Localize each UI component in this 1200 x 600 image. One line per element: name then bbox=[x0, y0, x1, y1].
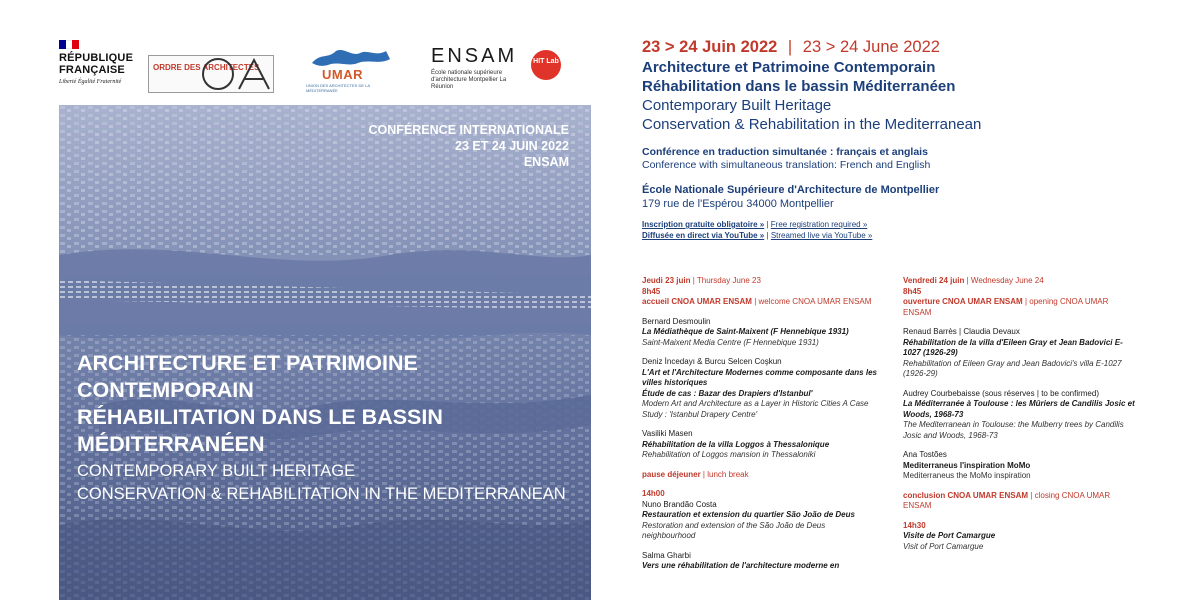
lunch-fr: pause déjeuner bbox=[642, 469, 701, 479]
program-dates bbox=[642, 36, 1187, 58]
day1-date-fr: Jeudi 23 juin bbox=[642, 276, 691, 285]
rf-motto: Liberté Égalité Fraternité bbox=[59, 79, 122, 85]
translation-en: Conference with simultaneous translation: French and English bbox=[642, 159, 931, 171]
day1-time-2: 14h00 bbox=[642, 489, 665, 498]
day2-time-2: 14h30 bbox=[903, 520, 926, 530]
poster-title-fr-line-2: RÉHABILITATION DANS LE BASSIN bbox=[77, 405, 443, 429]
talk-title-fr: Restauration et extension du quartier São João de Deus bbox=[642, 510, 855, 519]
poster-title-en-line-1: CONTEMPORARY BUILT HERITAGE bbox=[77, 462, 356, 480]
conf-line-3: ENSAM bbox=[523, 155, 569, 169]
oa-emblem-icon bbox=[201, 57, 271, 91]
talk-speaker-2: Claudia Devaux bbox=[963, 327, 1020, 336]
talk-title-fr: L'Art et l'Architecture Modernes comme composante dans les villes historiques bbox=[642, 367, 877, 387]
oa-text: ORDRE DES ARCHITECTES bbox=[153, 63, 260, 72]
poster-title-fr-line-3: MÉDITERRANÉEN bbox=[77, 432, 265, 456]
talk-item bbox=[642, 500, 877, 542]
talk-title-en: Mediterraneus the MoMo inspiration bbox=[903, 471, 1031, 480]
conf-line-2: 23 ET 24 JUIN 2022 bbox=[455, 139, 569, 153]
talk-title-en: Rehabilitation of Loggos mansion in Thessaloniki bbox=[642, 450, 816, 459]
port-camargue-aerial-photo bbox=[59, 105, 591, 600]
talk-item bbox=[642, 429, 877, 461]
ensam-wordmark: ENSAM bbox=[431, 45, 518, 67]
poster-title-fr bbox=[77, 350, 587, 458]
mediterranean-map-icon bbox=[306, 45, 396, 69]
talk-item bbox=[642, 317, 877, 349]
talk-title-fr: La Médiathèque de Saint-Maixent (F Hennebique 1931) bbox=[642, 327, 849, 336]
youtube-link-fr[interactable]: Diffusée en direct via YouTube » bbox=[642, 231, 765, 240]
talk-note-en: to be confirmed) bbox=[1041, 388, 1099, 398]
talk-title-en: The Mediterranean in Toulouse: the Mulberry trees by Candilis Josic and Woods, 1968-73 bbox=[903, 420, 1124, 440]
talk-item bbox=[903, 450, 1138, 482]
day-2-column: Vendredi 24 juin | Wednesday June 24 8h45 ouverture CNOA UMAR ENSAM | opening CNOA UMAR ENSAM Renaud Barrès | Claudia Devaux Réhabilitation de la villa d'Eileen Gray et Jean Badovici E-1027 (1926-29) Rehabilitation of Eileen Gray and Jean Badovici's villa E-1027 (1926-29) Audrey Courbebaisse (sous réserves | to be confirmed) La Méditerranée à Toulouse : les Mûriers de Candilis Josic et Woods, 1968-73 The Mediterranean in Toulouse: the Mulberry trees by Candilis Josic and Woods, 1968-73 Ana Tostões Mediterraneus l'inspiration MoMo Mediterraneus the MoMo inspiration conclusion CNOA UMAR ENSAM | closing CNOA UMAR ENSAM 14h30 Visite de Port Camargue Visit of Port Camargue bbox=[903, 276, 1138, 552]
talk-speaker: Bernard Desmoulin bbox=[642, 316, 711, 326]
heading-fr-2: Réhabilitation dans le bassin Méditerranéen bbox=[642, 78, 956, 95]
umar-logo bbox=[306, 45, 396, 95]
talk-title-en: Saint-Maixent Media Centre (F Hennebique 1931) bbox=[642, 337, 819, 347]
conf-line-1: CONFÉRENCE INTERNATIONALE bbox=[368, 123, 569, 137]
day1-welcome-fr: accueil CNOA UMAR ENSAM bbox=[642, 297, 752, 306]
heading-en-1: Contemporary Built Heritage bbox=[642, 97, 832, 114]
talk-title-fr: Réhabilitation de la villa d'Eileen Gray et Jean Badovici E-1027 (1926-29) bbox=[903, 337, 1123, 357]
talk-speaker: Deniz İncedayı & Burcu Selcen Coşkun bbox=[642, 357, 782, 366]
french-flag-icon bbox=[59, 40, 79, 49]
conference-dates bbox=[369, 122, 569, 170]
day1-welcome-en: welcome CNOA UMAR ENSAM bbox=[758, 297, 872, 306]
talk-note-fr: (sous réserves bbox=[982, 388, 1035, 398]
translation-fr: Conférence en traduction simultanée : français et anglais bbox=[642, 146, 928, 158]
school-name: École Nationale Supérieure d'Architecture de Montpellier bbox=[642, 184, 940, 196]
talk-title-fr: La Méditerranée à Toulouse : les Mûriers de Candilis Josic et Woods, 1968-73 bbox=[903, 399, 1135, 419]
youtube-link-en[interactable]: Streamed live via YouTube » bbox=[770, 231, 873, 240]
closing-en: closing CNOA UMAR ENSAM bbox=[903, 490, 1111, 510]
talk-title-fr: Vers une réhabilitation de l'architecture moderne en bbox=[642, 561, 840, 570]
talk-item: Renaud Barrès | Claudia Devaux Réhabilitation de la villa d'Eileen Gray et Jean Badovici E-1027 (1926-29) Rehabilitation of Eileen Gray and Jean Badovici's villa E-1027 (1926-29) bbox=[903, 327, 1138, 380]
talk-speaker: Vasiliki Masen bbox=[642, 429, 693, 438]
talk-title-en: Rehabilitation of Eileen Gray and Jean Badovici's villa E-1027 (1926-29) bbox=[903, 358, 1122, 378]
school-address: 179 rue de l'Espérou 34000 Montpellier bbox=[642, 198, 834, 210]
day1-date-en: Thursday June 23 bbox=[696, 276, 761, 285]
heading-fr-1: Architecture et Patrimoine Contemporain bbox=[642, 59, 936, 76]
talk-item: Audrey Courbebaisse (sous réserves | to be confirmed) La Méditerranée à Toulouse : les Mûriers de Candilis Josic et Woods, 1968-73 The Mediterranean in Toulouse: the Mulberry trees by Candilis Josic and Woods, 1968-73 bbox=[903, 389, 1138, 442]
registration-links: Inscription gratuite obligatoire » | Free registration required » Diffusée en direct via YouTube » | Streamed live via YouTube » bbox=[642, 220, 873, 240]
date-en: 23 > 24 June 2022 bbox=[802, 38, 940, 56]
closing-fr: conclusion CNOA UMAR ENSAM bbox=[903, 490, 1029, 500]
republique-francaise-logo bbox=[59, 40, 139, 86]
partner-logos bbox=[59, 0, 591, 105]
talk-title-fr: Réhabilitation de la villa Loggos à Thessalonique bbox=[642, 439, 830, 449]
talk-speaker: Renaud Barrès bbox=[903, 327, 957, 336]
program-header bbox=[642, 36, 1187, 241]
visit-fr: Visite de Port Camargue bbox=[903, 531, 996, 540]
rf-title: RÉPUBLIQUE FRANÇAISE bbox=[59, 52, 134, 76]
lunch-en: lunch break bbox=[707, 469, 749, 479]
talk-title-en: Modern Art and Architecture as a Layer in Historic Cities A Case Study : 'Istanbul Drapery Centre' bbox=[642, 399, 869, 419]
date-separator: | bbox=[787, 38, 793, 56]
date-fr: 23 > 24 Juin 2022 bbox=[642, 38, 778, 56]
talk-speaker: Audrey Courbebaisse bbox=[903, 388, 980, 398]
day2-opening-en: opening CNOA UMAR ENSAM bbox=[903, 297, 1109, 317]
talk-title-fr: Mediterraneus l'inspiration MoMo bbox=[903, 460, 1031, 470]
day2-date-en: Wednesday June 24 bbox=[970, 276, 1044, 285]
ordre-des-architectes-logo bbox=[148, 55, 274, 93]
day2-date-fr: Vendredi 24 juin bbox=[903, 276, 965, 285]
talk-speaker: Ana Tostões bbox=[903, 450, 947, 459]
poster-title-en-line-2: CONSERVATION & REHABILITATION IN THE MEDITERRANEAN bbox=[77, 485, 566, 503]
ensam-subtitle: École nationale supérieure d'architecture Montpellier La Réunion bbox=[431, 70, 507, 90]
talk-item bbox=[642, 357, 877, 420]
visit-en: Visit of Port Camargue bbox=[903, 541, 984, 551]
umar-subtitle: UNION DES ARCHITECTES DE LA MÉDITERRANÉE bbox=[306, 83, 370, 93]
poster-title-fr-line-1: ARCHITECTURE ET PATRIMOINE CONTEMPORAIN bbox=[77, 351, 418, 402]
registration-link-fr[interactable]: Inscription gratuite obligatoire » bbox=[642, 220, 765, 229]
day2-opening-fr: ouverture CNOA UMAR ENSAM bbox=[903, 297, 1023, 306]
day-1-column: Jeudi 23 juin | Thursday June 23 8h45 accueil CNOA UMAR ENSAM | welcome CNOA UMAR ENSAM Bernard Desmoulin La Médiathèque de Saint-Maixent (F Hennebique 1931) Saint-Maixent Media Centre (F Hennebique 1931) Deniz İncedayı & Burcu Selcen Coşkun L'Art et l'Architecture Modernes comme composante dans les villes historiques Étude de cas : Bazar des Drapiers d'Istanbul' Modern Art and Architecture as a Layer in Historic Cities A Case Study : 'Istanbul Drapery Centre' Vasiliki Masen Réhabilitation de la villa Loggos à Thessalonique Rehabilitation of Loggos mansion in Thessaloniki pause déjeuner | lunch break 14h00 Nuno Brandão Costa Restauration et extension du quartier São João de Deus Restoration and extension of the São João de Deus neighbourhood Salma Gharbi Vers une réhabilitation de l'architecture moderne en bbox=[642, 276, 877, 570]
talk-title-en: Restoration and extension of the São João de Deus neighbourhood bbox=[642, 520, 826, 540]
ensam-logo bbox=[431, 46, 521, 91]
heading-en-2: Conservation & Rehabilitation in the Mediterranean bbox=[642, 116, 982, 133]
hit-lab-logo: HIT Lab bbox=[531, 50, 561, 80]
conference-poster bbox=[59, 0, 591, 600]
talk-speaker: Salma Gharbi bbox=[642, 550, 691, 560]
umar-label: UMAR bbox=[322, 67, 363, 82]
poster-title-en bbox=[77, 460, 587, 506]
talk-item bbox=[642, 551, 877, 572]
talk-case-study-fr: Étude de cas : Bazar des Drapiers d'Istanbul' bbox=[642, 388, 813, 398]
day1-time-1: 8h45 bbox=[642, 286, 661, 296]
registration-link-en[interactable]: Free registration required » bbox=[770, 220, 868, 229]
day2-time-1: 8h45 bbox=[903, 286, 922, 296]
talk-speaker: Nuno Brandão Costa bbox=[642, 499, 717, 509]
